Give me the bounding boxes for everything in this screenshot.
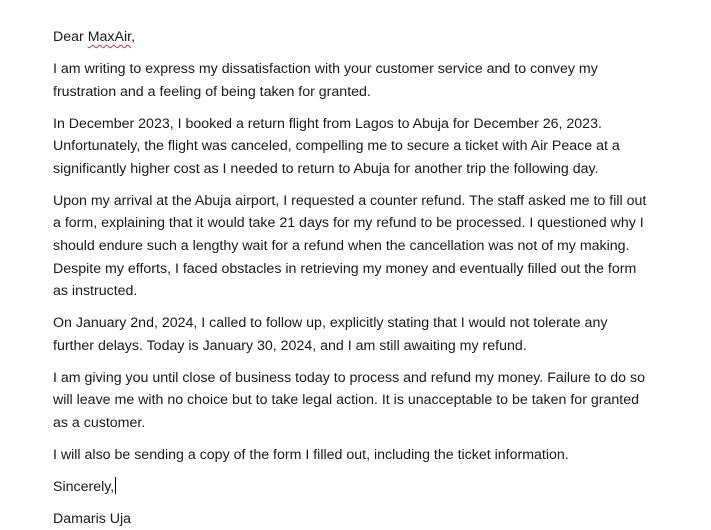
text-cursor <box>115 477 116 494</box>
paragraph-2-line: In December 2023, I booked a return flight from Lagos to Abuja for December 26, 2023. <box>53 115 602 132</box>
signature-name: Damaris Uja <box>53 510 132 527</box>
paragraph-4-line: On January 2nd, 2024, I called to follow up, explicitly stating that I would not tolerate any <box>53 315 608 332</box>
greeting <box>53 26 691 49</box>
paragraph-1-line: I am writing to express my dissatisfaction with your customer service and to convey my <box>53 60 598 77</box>
paragraph-6-line: I will also be sending a copy of the form I filled out, including the ticket information. <box>53 446 569 463</box>
paragraph-4 <box>53 312 691 357</box>
paragraph-5-line: will leave me with no choice but to take legal action. It is unacceptable to be taken for granted <box>53 392 639 409</box>
paragraph-5-line: I am giving you until close of business today to process and refund my money. Failure to do so <box>53 369 645 386</box>
paragraph-4-line: further delays. Today is January 30, 2024, and I am still awaiting my refund. <box>53 337 527 354</box>
paragraph-5-line: as a customer. <box>53 414 146 431</box>
greeting-suffix: , <box>131 29 136 45</box>
closing <box>53 476 691 499</box>
greeting-name-misspelled[interactable]: MaxAir <box>87 29 132 45</box>
paragraph-3-line: Upon my arrival at the Abuja airport, I requested a counter refund. The staff asked me to fill out <box>53 192 647 209</box>
signature <box>53 508 691 530</box>
paragraph-3-line: as instructed. <box>53 283 138 300</box>
paragraph-3-line: a form, explaining that it would take 21 days for my refund to be processed. I questioned why I <box>53 215 644 232</box>
paragraph-6 <box>53 444 691 467</box>
paragraph-3-line: should endure such a lengthy wait for a refund when the cancellation was not of my making. <box>53 237 630 254</box>
paragraph-2-line: significantly higher cost as I needed to return to Abuja for another trip the following day. <box>53 160 599 177</box>
paragraph-2 <box>53 113 691 181</box>
paragraph-1-line: frustration and a feeling of being taken for granted. <box>53 83 371 100</box>
paragraph-3-line: Despite my efforts, I faced obstacles in retrieving my money and eventually filled out the form <box>53 260 637 277</box>
paragraph-5 <box>53 367 691 435</box>
paragraph-1 <box>53 58 691 103</box>
paragraph-3 <box>53 190 691 303</box>
greeting-prefix: Dear <box>53 29 88 45</box>
closing-text: Sincerely, <box>53 478 115 495</box>
paragraph-2-line: Unfortunately, the flight was canceled, compelling me to secure a ticket with Air Peace at a <box>53 138 620 155</box>
